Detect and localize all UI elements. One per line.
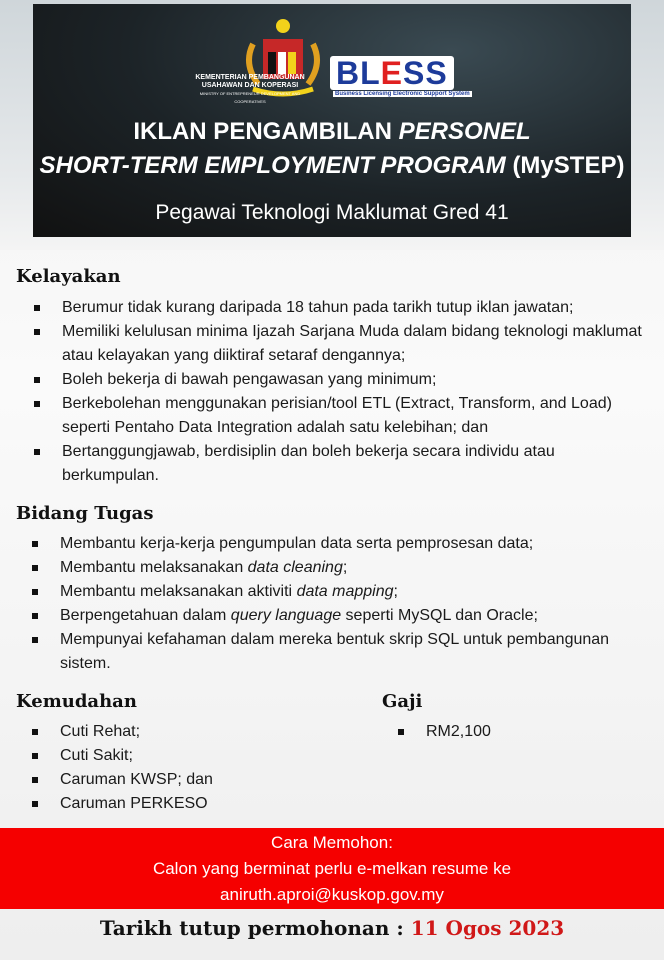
list-item: Cuti Rehat; [14,720,354,744]
ministry-line2: USAHAWAN DAN KOPERASI [201,82,299,89]
application-banner [0,828,664,909]
salary-item: RM2,100 [380,720,630,744]
list-item: Berkebolehan menggunakan perisian/tool ETL (Extract, Transform, and Load) seperti Pentaho Data Integration adalah satu kelebihan; dan [16,392,646,440]
bless-subtitle: Business Licensing Electronic Support System [335,91,470,97]
ministry-name [185,74,315,106]
apply-email[interactable]: aniruth.aproi@kuskop.gov.my [220,885,444,904]
bless-logo: BLESS [330,56,454,90]
list-item: Membantu melaksanakan data cleaning; [14,556,614,580]
list-item: Mempunyai kefahaman dalam mereka bentuk skrip SQL untuk pembangunan sistem. [14,628,614,676]
kelayakan-list [16,296,646,488]
apply-title: Cara Memohon: [271,833,393,852]
list-item: Memiliki kelulusan minima Ijazah Sarjana Muda dalam bidang teknologi maklumat atau kelayakan yang diiktiraf setaraf dengannya; [16,320,646,368]
position-title: Pegawai Teknologi Maklumat Gred 41 [155,201,509,224]
list-item: Cuti Sakit; [14,744,354,768]
gaji-list [380,720,630,744]
list-item: Membantu kerja-kerja pengumpulan data serta pemprosesan data; [14,532,614,556]
kemudahan-list [14,720,354,816]
closing-date-value: 11 Ogos 2023 [410,916,565,940]
kemudahan-heading: Kemudahan [16,691,137,712]
list-item: Membantu melaksanakan aktiviti data mapping; [14,580,614,604]
bidang-tugas-heading: Bidang Tugas [16,503,154,524]
list-item: Boleh bekerja di bawah pengawasan yang minimum; [16,368,646,392]
header-banner [33,4,631,237]
ministry-english: MINISTRY OF ENTREPRENEUR DEVELOPMENT AND COOPERATIVES [199,91,301,104]
closing-date [0,916,664,940]
kelayakan-heading: Kelayakan [16,266,121,287]
list-item: Berumur tidak kurang daripada 18 tahun pada tarikh tutup iklan jawatan; [16,296,646,320]
closing-label: Tarikh tutup permohonan : [99,916,411,940]
gaji-heading: Gaji [382,691,423,712]
list-item: Berpengetahuan dalam query language seperti MySQL dan Oracle; [14,604,614,628]
ministry-line1: KEMENTERIAN PEMBANGUNAN [195,74,305,81]
list-item: Caruman PERKESO [14,792,354,816]
list-item: Bertanggungjawab, berdisiplin dan boleh bekerja secara individu atau berkumpulan. [16,440,646,488]
tugas-list [14,532,614,676]
title-line2: SHORT-TERM EMPLOYMENT PROGRAM (MySTEP) [39,152,625,179]
title-line1: IKLAN PENGAMBILAN PERSONEL [133,118,531,145]
apply-instruction: Calon yang berminat perlu e-melkan resume ke [152,859,512,878]
list-item: Caruman KWSP; dan [14,768,354,792]
